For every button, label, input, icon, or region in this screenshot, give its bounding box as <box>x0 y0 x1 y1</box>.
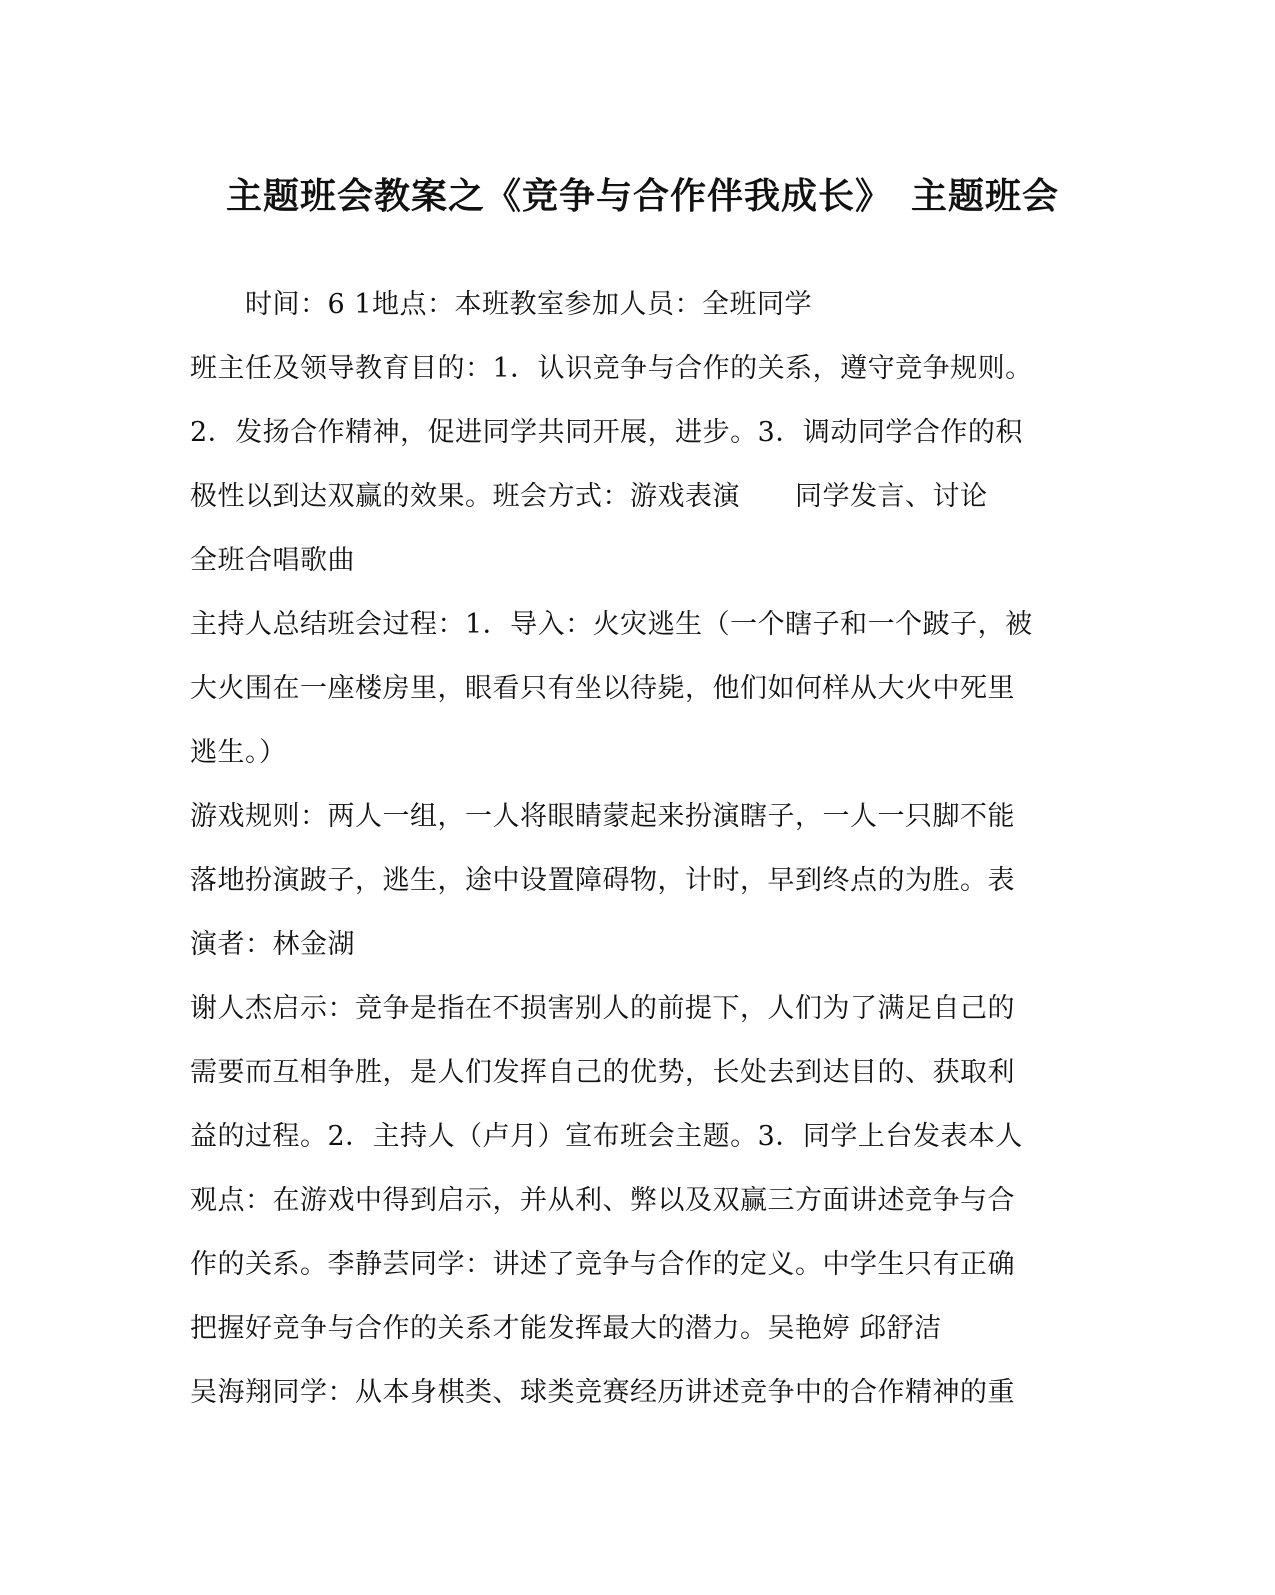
text-line-2: 班主任及领导教育目的：1．认识竞争与合作的关系，遵守竞争规则。 <box>190 353 1033 384</box>
text-line-9: 游戏规则：两人一组，一人将眼睛蒙起来扮演瞎子，一人一只脚不能 <box>190 801 1015 832</box>
text-line-10: 落地扮演跛子，逃生，途中设置障碍物，计时，早到终点的为胜。表 <box>190 865 1015 896</box>
text-line-4: 极性以到达双赢的效果。班会方式：游戏表演 同学发言、讨论 <box>190 481 988 512</box>
text-line-14: 益的过程。2．主持人（卢月）宣布班会主题。3．同学上台发表本人 <box>190 1121 1023 1152</box>
text-line-15: 观点：在游戏中得到启示，并从利、弊以及双赢三方面讲述竞争与合 <box>190 1185 1015 1216</box>
text-line-12: 谢人杰启示：竞争是指在不损害别人的前提下，人们为了满足自己的 <box>190 993 1015 1024</box>
document-title: 主题班会教案之《竞争与合作伴我成长》 主题班会 <box>225 175 1059 217</box>
text-line-3: 2．发扬合作精神，促进同学共同开展，进步。3．调动同学合作的积 <box>190 417 1023 448</box>
text-line-5: 全班合唱歌曲 <box>190 545 355 576</box>
text-line-13: 需要而互相争胜，是人们发挥自己的优势，长处去到达目的、获取利 <box>190 1057 1015 1088</box>
text-line-7: 大火围在一座楼房里，眼看只有坐以待毙，他们如何样从大火中死里 <box>190 673 1015 704</box>
text-line-8: 逃生。） <box>190 737 287 768</box>
text-line-11: 演者：林金湖 <box>190 929 355 960</box>
text-line-18: 吴海翔同学：从本身棋类、球类竞赛经历讲述竞争中的合作精神的重 <box>190 1377 1015 1408</box>
text-line-17: 把握好竞争与合作的关系才能发挥最大的潜力。吴艳婷 邱舒洁 <box>190 1313 942 1344</box>
text-line-1: 时间：6 1地点：本班教室参加人员：全班同学 <box>190 289 812 320</box>
text-line-6: 主持人总结班会过程：1．导入：火灾逃生（一个瞎子和一个跛子，被 <box>190 609 1033 640</box>
text-line-16: 作的关系。李静芸同学：讲述了竞争与合作的定义。中学生只有正确 <box>190 1249 1015 1280</box>
